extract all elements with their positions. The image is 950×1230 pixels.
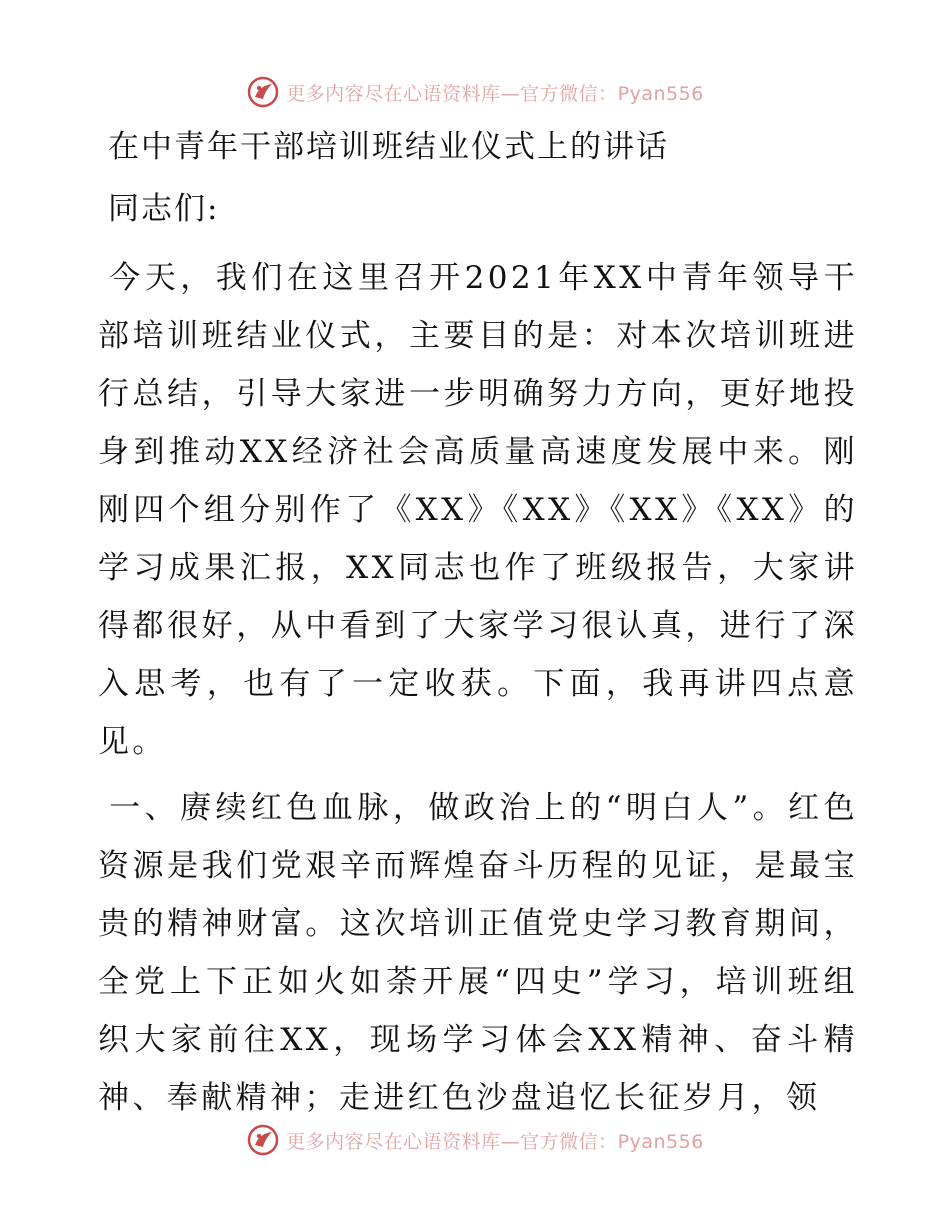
document-title: 在中青年干部培训班结业仪式上的讲话 [108,129,669,165]
paragraph-2 [98,779,858,1127]
greeting: 同志们: [108,191,220,227]
watermark-footer [0,1120,950,1160]
brand-logo-icon [246,1123,280,1157]
paragraph-1 [98,249,858,771]
watermark-header [0,72,950,112]
brand-logo-icon [246,75,280,109]
watermark-text: 更多内容尽在心语资料库—官方微信：Pyan556 [286,82,704,105]
paragraph-1-text: 今天，我们在这里召开2021年XX中青年领导干部培训班结业仪式，主要目的是：对本次培训班进行总结，引导大家进一步明确努力方向，更好地投身到推动XX经济社会高质量高速度发展中来。刚刚四个组分别作了《XX》《XX》《XX》《XX》的学习成果汇报，XX同志也作了班级报告，大家讲得都很好，从中看到了大家学习很认真，进行了深入思考，也有了一定收获。下面，我再讲四点意见。 [98,260,858,760]
document-body [98,125,858,1127]
watermark-text: 更多内容尽在心语资料库—官方微信：Pyan556 [286,1130,704,1153]
paragraph-2-text: 一、赓续红色血脉，做政治上的“明白人”。红色资源是我们党艰辛而辉煌奋斗历程的见证，是最宝贵的精神财富。这次培训正值党史学习教育期间，全党上下正如火如荼开展“四史”学习，培训班组织大家前往XX，现场学习体会XX精神、奋斗精神、奉献精神；走进红色沙盘追忆长征岁月，领 [98,790,858,1116]
